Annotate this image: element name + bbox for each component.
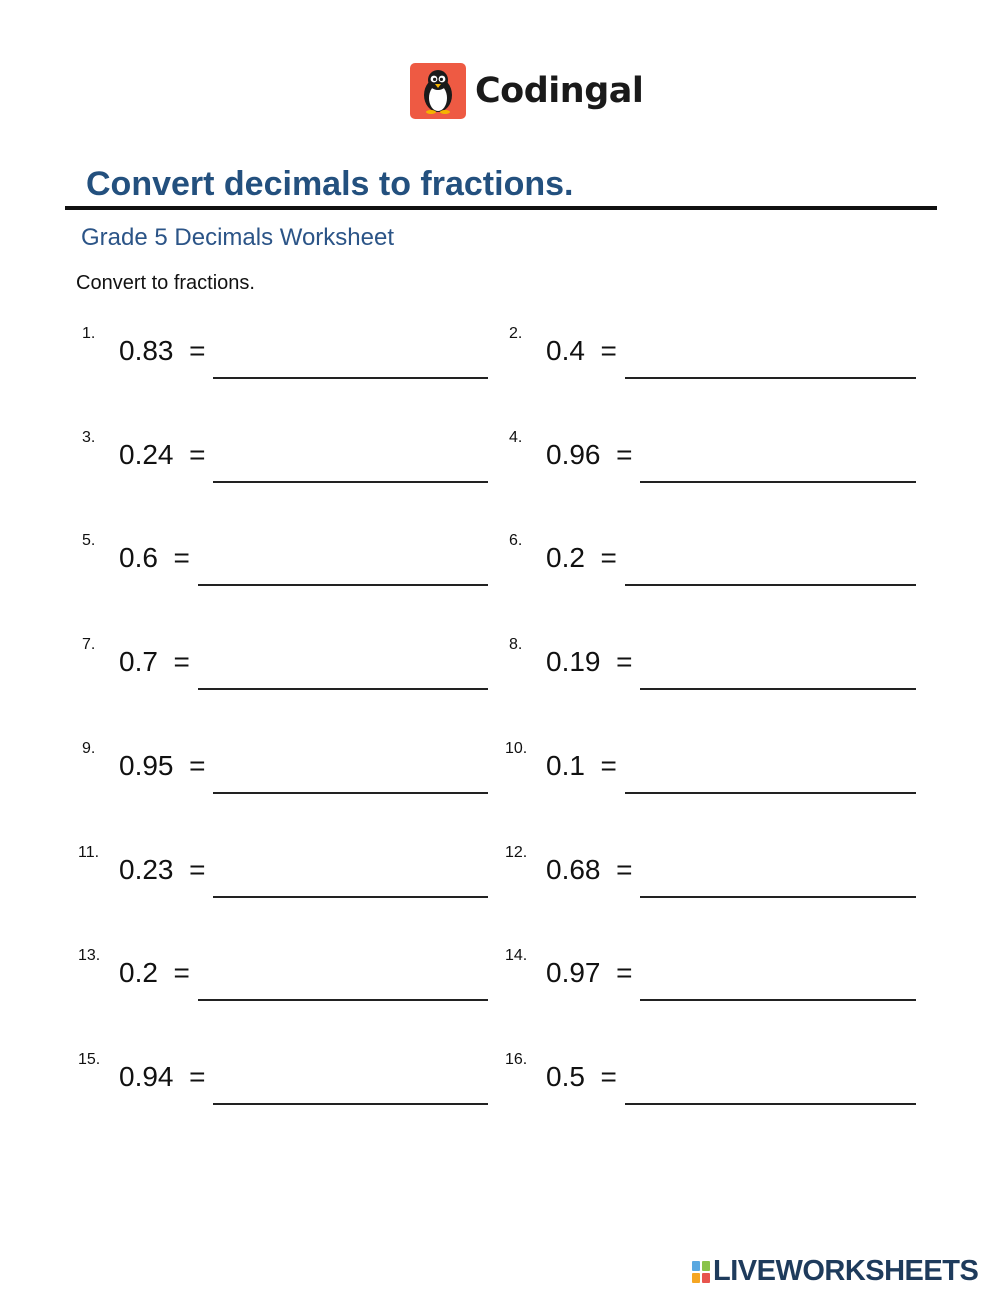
answer-line[interactable]	[625, 1103, 916, 1105]
problem-expression	[119, 335, 205, 367]
problem-item	[78, 740, 488, 800]
problem-expression	[546, 646, 632, 678]
answer-line[interactable]	[640, 688, 916, 690]
equals-sign: =	[189, 854, 206, 885]
equals-sign: =	[616, 957, 633, 988]
problem-item	[78, 1051, 488, 1111]
problem-number: 6.	[509, 532, 523, 549]
problem-number: 10.	[505, 740, 528, 757]
problem-number: 13.	[78, 947, 101, 964]
problem-expression	[546, 542, 617, 574]
equals-sign: =	[600, 542, 617, 573]
problem-item	[505, 636, 916, 696]
equals-sign: =	[189, 1061, 206, 1092]
worksheet-title: Convert decimals to fractions.	[86, 165, 574, 203]
decimal-value: 0.97	[546, 957, 601, 988]
codingal-logo	[410, 63, 643, 119]
problem-number: 2.	[509, 325, 523, 342]
equals-sign: =	[173, 646, 190, 677]
problem-number: 8.	[509, 636, 523, 653]
decimal-value: 0.96	[546, 439, 601, 470]
decimal-value: 0.7	[119, 646, 158, 677]
problem-item	[505, 429, 916, 489]
penguin-icon	[410, 63, 466, 119]
problem-number: 4.	[509, 429, 523, 446]
decimal-value: 0.68	[546, 854, 601, 885]
answer-line[interactable]	[213, 1103, 488, 1105]
decimal-value: 0.83	[119, 335, 174, 366]
decimal-value: 0.95	[119, 750, 174, 781]
problem-expression	[546, 854, 632, 886]
problem-item	[505, 844, 916, 904]
liveworksheets-brand	[692, 1255, 978, 1288]
problem-expression	[119, 854, 205, 886]
problem-number: 1.	[82, 325, 96, 342]
problem-expression	[546, 335, 617, 367]
decimal-value: 0.2	[119, 957, 158, 988]
answer-line[interactable]	[625, 792, 916, 794]
problem-item	[505, 947, 916, 1007]
problem-number: 14.	[505, 947, 528, 964]
problem-expression	[546, 957, 632, 989]
problem-expression	[546, 439, 632, 471]
equals-sign: =	[189, 335, 206, 366]
answer-line[interactable]	[213, 792, 488, 794]
decimal-value: 0.6	[119, 542, 158, 573]
answer-line[interactable]	[198, 688, 488, 690]
decimal-value: 0.5	[546, 1061, 585, 1092]
decimal-value: 0.1	[546, 750, 585, 781]
problem-expression	[546, 1061, 617, 1093]
problem-item	[505, 532, 916, 592]
answer-line[interactable]	[198, 999, 488, 1001]
equals-sign: =	[616, 646, 633, 677]
problem-item	[78, 947, 488, 1007]
problem-number: 16.	[505, 1051, 528, 1068]
decimal-value: 0.19	[546, 646, 601, 677]
answer-line[interactable]	[625, 377, 916, 379]
problem-expression	[546, 750, 617, 782]
answer-line[interactable]	[213, 377, 488, 379]
equals-sign: =	[173, 542, 190, 573]
problem-item	[78, 532, 488, 592]
equals-sign: =	[616, 854, 633, 885]
problem-expression	[119, 542, 190, 574]
problem-expression	[119, 646, 190, 678]
equals-sign: =	[600, 335, 617, 366]
title-divider	[65, 206, 937, 210]
liveworksheets-logo-icon	[692, 1261, 710, 1283]
answer-line[interactable]	[213, 896, 488, 898]
equals-sign: =	[600, 1061, 617, 1092]
answer-line[interactable]	[640, 896, 916, 898]
problem-item	[505, 325, 916, 385]
answer-line[interactable]	[213, 481, 488, 483]
answer-line[interactable]	[198, 584, 488, 586]
problem-expression	[119, 439, 205, 471]
problem-item	[78, 325, 488, 385]
problem-number: 9.	[82, 740, 96, 757]
decimal-value: 0.23	[119, 854, 174, 885]
problem-number: 5.	[82, 532, 96, 549]
problem-item	[505, 1051, 916, 1111]
answer-line[interactable]	[625, 584, 916, 586]
instruction-text: Convert to fractions.	[76, 272, 255, 294]
answer-line[interactable]	[640, 999, 916, 1001]
decimal-value: 0.94	[119, 1061, 174, 1092]
problem-number: 12.	[505, 844, 528, 861]
problem-expression	[119, 1061, 205, 1093]
problem-expression	[119, 957, 190, 989]
problem-expression	[119, 750, 205, 782]
problem-number: 15.	[78, 1051, 101, 1068]
decimal-value: 0.4	[546, 335, 585, 366]
worksheet-subtitle: Grade 5 Decimals Worksheet	[81, 224, 395, 251]
logo-text: Codingal	[475, 71, 644, 111]
problem-item	[505, 740, 916, 800]
answer-line[interactable]	[640, 481, 916, 483]
equals-sign: =	[616, 439, 633, 470]
decimal-value: 0.2	[546, 542, 585, 573]
equals-sign: =	[600, 750, 617, 781]
problem-number: 7.	[82, 636, 96, 653]
problem-number: 3.	[82, 429, 96, 446]
decimal-value: 0.24	[119, 439, 174, 470]
equals-sign: =	[189, 750, 206, 781]
brand-text: LIVEWORKSHEETS	[713, 1255, 979, 1287]
equals-sign: =	[173, 957, 190, 988]
problem-item	[78, 844, 488, 904]
equals-sign: =	[189, 439, 206, 470]
problem-item	[78, 636, 488, 696]
problem-item	[78, 429, 488, 489]
problem-number: 11.	[78, 844, 100, 861]
